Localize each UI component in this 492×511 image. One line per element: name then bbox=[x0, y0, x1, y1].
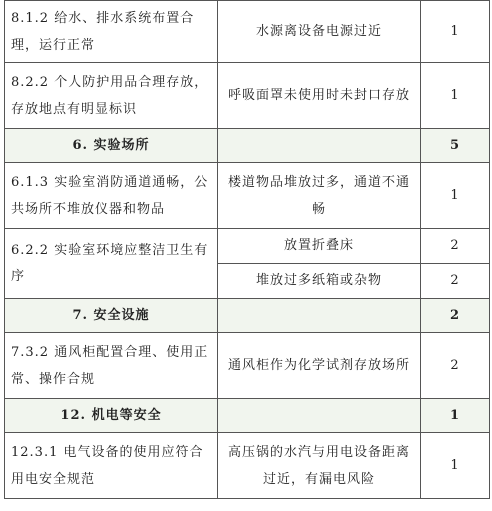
item-cell: 8.2.2 个人防护用品合理存放，存放地点有明显标识 bbox=[5, 63, 218, 129]
issue-cell: 通风柜作为化学试剂存放场所 bbox=[218, 333, 421, 399]
item-cell: 8.1.2 给水、排水系统布置合理，运行正常 bbox=[5, 1, 218, 63]
issue-cell: 高压锅的水汽与用电设备距离过近，有漏电风险 bbox=[218, 433, 421, 499]
count-cell: 2 bbox=[421, 333, 490, 399]
item-cell: 6.2.2 实验室环境应整洁卫生有序 bbox=[5, 229, 218, 299]
count-cell: 1 bbox=[421, 163, 490, 229]
issue-cell bbox=[218, 299, 421, 333]
section-row bbox=[5, 299, 490, 333]
issue-cell bbox=[218, 129, 421, 163]
issue-cell bbox=[218, 399, 421, 433]
section-title: 7. 安全设施 bbox=[5, 299, 218, 333]
section-count: 1 bbox=[421, 399, 490, 433]
table-row bbox=[5, 433, 490, 499]
table-row bbox=[5, 1, 490, 63]
count-cell: 2 bbox=[421, 264, 490, 299]
table-row bbox=[5, 163, 490, 229]
issue-cell: 堆放过多纸箱或杂物 bbox=[218, 264, 421, 299]
count-cell: 1 bbox=[421, 1, 490, 63]
item-cell: 6.1.3 实验室消防通道通畅，公共场所不堆放仪器和物品 bbox=[5, 163, 218, 229]
count-cell: 1 bbox=[421, 63, 490, 129]
section-title: 12. 机电等安全 bbox=[5, 399, 218, 433]
section-row bbox=[5, 399, 490, 433]
issue-cell: 水源离设备电源过近 bbox=[218, 1, 421, 63]
count-cell: 2 bbox=[421, 229, 490, 264]
section-count: 5 bbox=[421, 129, 490, 163]
checklist-table bbox=[4, 0, 490, 499]
section-count: 2 bbox=[421, 299, 490, 333]
issue-cell: 呼吸面罩未使用时未封口存放 bbox=[218, 63, 421, 129]
section-title: 6. 实验场所 bbox=[5, 129, 218, 163]
table-row bbox=[5, 229, 490, 264]
issue-cell: 楼道物品堆放过多，通道不通畅 bbox=[218, 163, 421, 229]
table-row bbox=[5, 333, 490, 399]
table-row bbox=[5, 63, 490, 129]
item-cell: 7.3.2 通风柜配置合理、使用正常、操作合规 bbox=[5, 333, 218, 399]
item-cell: 12.3.1 电气设备的使用应符合用电安全规范 bbox=[5, 433, 218, 499]
section-row bbox=[5, 129, 490, 163]
count-cell: 1 bbox=[421, 433, 490, 499]
issue-cell: 放置折叠床 bbox=[218, 229, 421, 264]
